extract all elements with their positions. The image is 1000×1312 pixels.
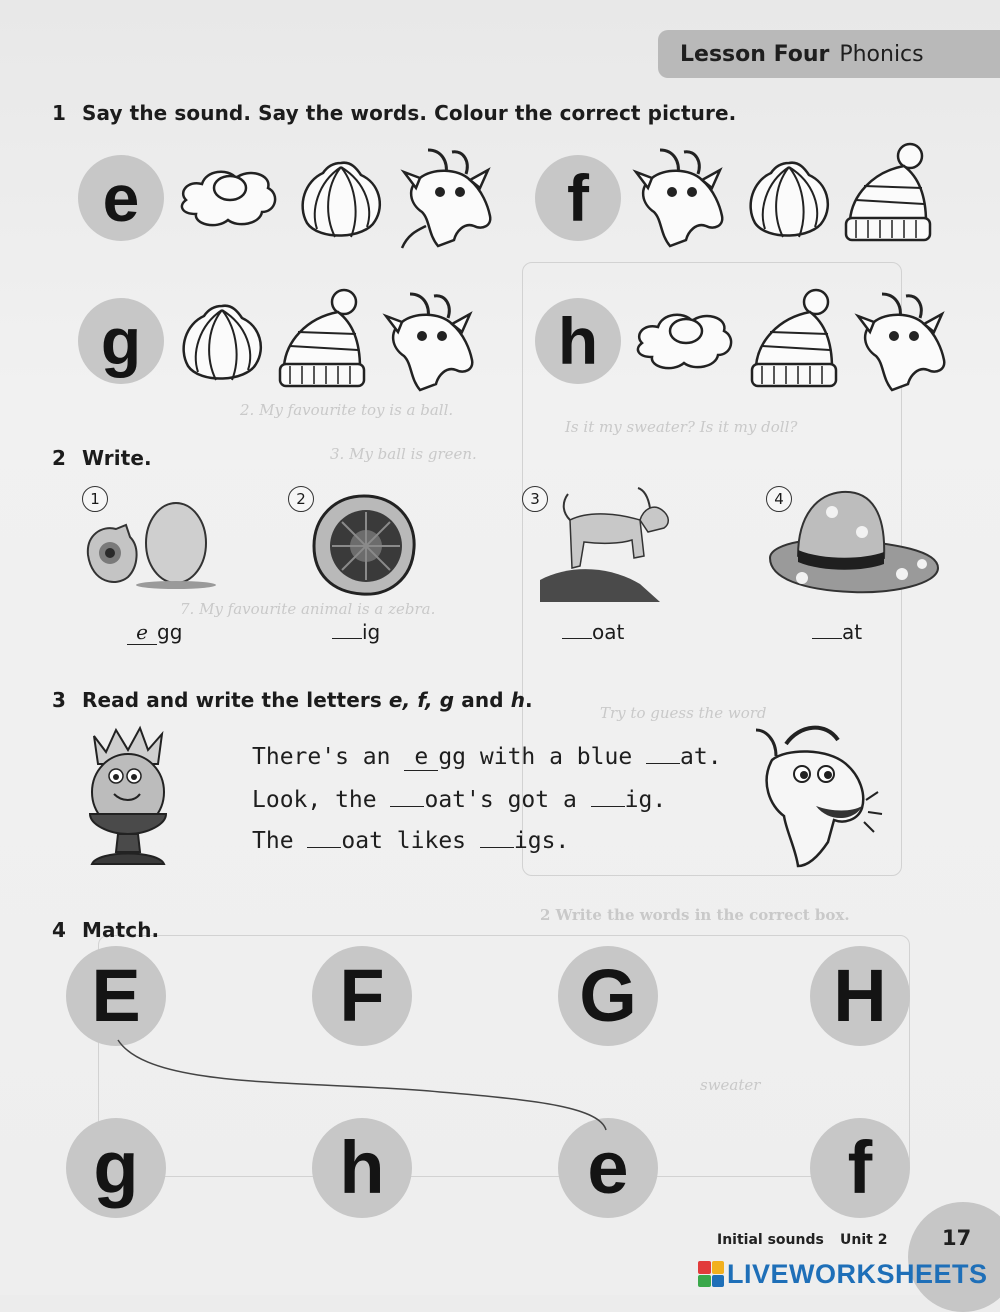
liveworksheets-brand[interactable] (698, 1258, 988, 1290)
ghost-line-6: 2 Write the words in the correct box. (540, 906, 850, 924)
ex4-top-letter-H[interactable]: H (810, 946, 910, 1046)
ex3-instruction-and: and (454, 688, 511, 712)
ex3-instruction-letters: e, f, g (388, 688, 455, 712)
ex3-s3-part2: oat likes (341, 828, 480, 854)
ex3-s1-part3: at. (680, 744, 722, 770)
ex2-item-2-blank[interactable] (332, 638, 362, 639)
ex4-top-letter-F[interactable]: F (312, 946, 412, 1046)
ex4-top-letter-G[interactable]: G (558, 946, 658, 1046)
ex2-number: 2 (52, 446, 67, 470)
ghost-line-3: 7. My favourite animal is a zebra. (180, 600, 436, 618)
ex3-s2-part3: ig. (624, 787, 667, 813)
ex2-item-4-rest: at (842, 620, 863, 644)
ex2-goat-picture (540, 480, 680, 602)
page-number-badge (908, 1202, 1000, 1312)
ex3-s3-blank1[interactable] (307, 847, 341, 848)
lesson-label: Lesson Four (680, 41, 830, 67)
ex1-e-goat-picture[interactable] (398, 148, 496, 250)
ex4-number: 4 (52, 918, 67, 942)
ex3-instruction-end: . (525, 688, 533, 712)
ex1-instruction: Say the sound. Say the words. Colour the correct picture. (82, 101, 737, 125)
topic-label: Phonics (839, 41, 924, 67)
ex1-f-hat-picture[interactable] (842, 142, 934, 246)
ex2-egg-picture (80, 495, 220, 590)
ex4-title (52, 918, 159, 942)
ex3-s3-part3: igs. (513, 828, 570, 854)
ex2-item-1-blank[interactable]: e (127, 620, 157, 645)
ex1-g-goat-picture[interactable] (380, 292, 478, 394)
ex3-s3-part1: The (252, 828, 308, 854)
ex1-letter-f: f (535, 155, 621, 241)
ex1-letter-h: h (535, 298, 621, 384)
ex2-instruction: Write. (82, 446, 152, 470)
ex2-item-4-blank[interactable] (812, 638, 842, 639)
ex3-s1-part1: There's an (252, 744, 405, 770)
ghost-line-4: Is it my sweater? Is it my doll? (565, 418, 798, 436)
ghost-line-5: Try to guess the word (600, 704, 767, 722)
ex4-bottom-letter-h[interactable]: h (312, 1118, 412, 1218)
ex3-instruction-last: h (510, 688, 526, 712)
ex2-item-4-word (812, 620, 862, 644)
ex4-top-letter-E[interactable]: E (66, 946, 166, 1046)
ex1-f-goat-picture[interactable] (630, 148, 728, 250)
ex4-bottom-letter-g[interactable]: g (66, 1118, 166, 1218)
ex2-item-1-word (127, 620, 182, 645)
ex4-match-line (110, 1030, 610, 1140)
ex1-g-fig-picture[interactable] (176, 300, 268, 386)
ex4-bottom-letter-e[interactable]: e (558, 1118, 658, 1218)
ex1-h-egg-picture[interactable] (632, 305, 738, 377)
ex3-s2-part2: oat's got a (424, 787, 591, 813)
ex1-letter-g: g (78, 298, 164, 384)
ex1-h-hat-picture[interactable] (748, 288, 840, 392)
ex3-sentence-1 (252, 744, 722, 771)
ex3-s2-blank2[interactable] (591, 806, 625, 807)
ex2-title (52, 446, 152, 470)
liveworksheets-text: LIVEWORKSHEETS (727, 1258, 988, 1289)
ex2-item-3-blank[interactable] (562, 638, 592, 639)
ex2-item-2-number: 2 (288, 486, 314, 512)
ex2-item-1-rest: gg (157, 620, 183, 644)
ex4-bottom-letter-f[interactable]: f (810, 1118, 910, 1218)
ex3-s1-blank2[interactable] (646, 763, 680, 764)
ex2-item-2-rest: ig (362, 620, 381, 644)
ex1-g-hat-picture[interactable] (276, 288, 368, 392)
ex3-instruction-pre: Read and write the letters (82, 688, 389, 712)
ex2-item-2-word (332, 620, 380, 644)
liveworksheets-logo-icon (698, 1261, 724, 1287)
ex1-letter-e: e (78, 155, 164, 241)
ex3-title (52, 688, 533, 712)
ex3-s1-blank1[interactable]: e (404, 744, 438, 771)
ex1-f-fig-picture[interactable] (743, 157, 835, 243)
ex2-hat-picture (762, 484, 942, 600)
ex3-sentence-3 (252, 828, 569, 854)
ex2-item-1-number: 1 (82, 486, 108, 512)
ghost-line-1: 2. My favourite toy is a ball. (240, 401, 454, 419)
ex1-title (52, 101, 736, 125)
ex2-item-3-rest: oat (592, 620, 625, 644)
egg-king-picture (78, 724, 178, 870)
ex4-instruction: Match. (82, 918, 160, 942)
ex2-item-3-word (562, 620, 624, 644)
ex3-s1-part2: gg with a blue (438, 744, 647, 770)
ex3-s2-blank1[interactable] (390, 806, 424, 807)
ex2-fig-picture (308, 490, 420, 600)
footer-unit: Unit 2 (840, 1232, 888, 1248)
ex3-number: 3 (52, 688, 67, 712)
ghost-line-7: sweater (700, 1076, 761, 1094)
ex2-item-3-number: 3 (522, 486, 548, 512)
ex1-number: 1 (52, 101, 67, 125)
ex1-e-fig-picture[interactable] (295, 157, 387, 243)
lesson-header (658, 30, 1000, 78)
ex1-e-egg-picture[interactable] (176, 162, 282, 234)
ex3-s3-blank2[interactable] (480, 847, 514, 848)
laughing-goat-picture (746, 720, 886, 870)
ex3-sentence-2 (252, 787, 666, 813)
footer-section: Initial sounds (717, 1232, 824, 1248)
ex3-s2-part1: Look, the (252, 787, 391, 813)
ex1-h-goat-picture[interactable] (852, 292, 950, 394)
ex2-item-4-number: 4 (766, 486, 792, 512)
ghost-line-2: 3. My ball is green. (330, 445, 477, 463)
page-number: 17 (942, 1226, 972, 1250)
